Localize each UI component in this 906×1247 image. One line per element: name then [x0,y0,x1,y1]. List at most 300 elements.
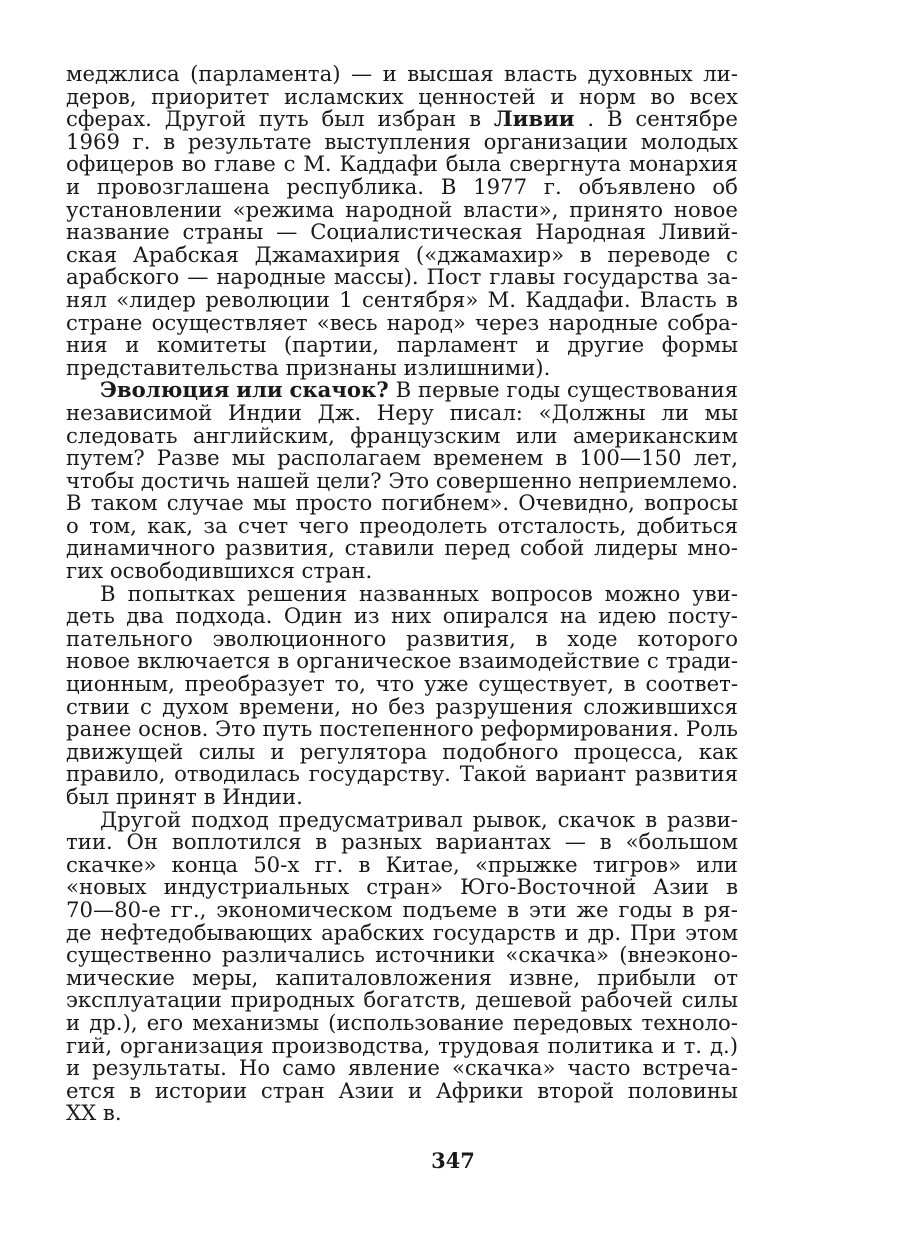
word: неприемлемо. [578,467,738,493]
word: скачке» [66,851,157,877]
word: совершенно [435,467,572,493]
word: счет [237,512,289,538]
word: государства [563,264,699,290]
word: нял [66,286,107,312]
word: ря- [703,896,738,922]
word: и [125,332,140,358]
word: мы [231,445,266,471]
word: в [599,829,612,855]
word: результаты. [92,1055,227,1081]
word: или [696,851,738,877]
word: мно- [687,535,738,561]
word: народные [216,264,326,290]
word: что [375,671,415,697]
text-line [66,786,738,809]
word: де [66,919,92,945]
word: сентября» [362,286,479,312]
word: путем? [66,445,145,471]
word: Роль [685,716,738,742]
word: мы [704,399,738,425]
word: д.) [709,1032,738,1058]
word: первые [417,377,500,403]
word: норм [578,83,636,109]
word: Другой [100,806,182,832]
word: уви- [692,580,738,606]
text-line [66,537,738,560]
word: или [236,377,283,403]
word: Эволюция [100,377,230,403]
word: с [646,648,659,674]
text-line [66,399,738,425]
word: с [139,693,152,719]
word: др. [587,919,622,945]
word: и [535,332,550,358]
word: перед [444,535,511,561]
word: ранее [66,716,132,742]
text-line [66,173,738,199]
word: динамичного [66,535,216,561]
word: ется [66,1077,116,1103]
word: Дж. [317,399,362,425]
word: М. [487,286,517,312]
word: объявлено [578,173,696,199]
word: мические [66,964,175,990]
word: 1977 [473,173,528,199]
word: М. [303,151,332,177]
word: 1 [339,286,353,312]
word: из [353,603,380,629]
word: — [350,61,373,86]
word: — [564,829,586,855]
word: «скачка» [451,1055,556,1081]
word: государств [432,919,556,945]
word: чего [298,512,349,538]
word: «большом [625,829,738,855]
word: провозглашена [96,173,270,199]
text-line [66,673,738,696]
word: В [100,580,116,606]
word: цели? [316,467,382,493]
word: главе [214,151,276,177]
text-run: XX в. [66,1100,122,1126]
text-line [66,1009,738,1035]
word: монархия [628,151,738,177]
word: В [66,490,82,516]
word: этом [685,919,738,945]
word: результате [187,128,312,154]
word: была [445,151,502,177]
word: тигров» [592,851,682,877]
text-line [66,196,738,222]
word: Он [126,829,159,855]
word: в [315,829,328,855]
word: Ливий- [658,219,738,245]
word: гий, [66,1032,113,1058]
text-line [66,108,738,131]
word: трудовая [438,1032,540,1058]
word: гг., [170,896,207,922]
word: офицеров [66,151,174,177]
word: опирался [442,603,549,629]
word: в [129,1077,142,1103]
word: деров, [66,83,137,109]
word: (использование [328,1009,504,1035]
word: стран [260,1077,325,1103]
word: случае [166,490,244,516]
word: посту- [667,603,738,629]
word: «лидер [116,286,196,312]
word: американским [572,422,738,448]
word: В [440,173,457,199]
word: всех [689,83,738,109]
word: выступления [324,128,471,154]
word: ходе [567,625,618,651]
text-line [66,763,738,786]
paragraph [66,580,738,809]
word: (партии, [283,332,380,358]
word: которого [637,625,738,651]
word: Каддафи [339,151,438,177]
word: половины [627,1077,738,1103]
word: можно [604,580,681,606]
word: Африки [435,1077,524,1103]
word: независимой [66,399,213,425]
paragraph [66,63,738,379]
word: располагаем [277,445,421,471]
text-line [66,580,738,606]
text-line [66,467,738,493]
word: т. [683,1032,703,1058]
word: главы [489,264,556,290]
word: Китае, [385,851,460,877]
word: преобразует [184,671,325,697]
word: развития [634,761,738,787]
word: власть [504,61,578,86]
word: и [382,61,397,86]
word: процесса, [573,738,684,764]
word: г. [132,128,151,154]
word: «прыжке [474,851,578,877]
word: конца [171,851,239,877]
word: подхода. [175,603,273,629]
body-text [66,63,738,1125]
text-line [66,447,738,470]
text-line [66,83,738,109]
word: том, [89,512,137,538]
text-run: гих освободившихся стран. [66,558,373,584]
word: движущей [66,738,184,764]
word: развития, [225,535,335,561]
text-line [66,944,738,967]
word: в [535,625,548,651]
word: просто [295,490,373,516]
word: избран [377,106,457,132]
word: как, [147,512,194,538]
paragraph [66,806,738,1126]
word: чтобы [66,467,135,493]
word: стран» [366,874,444,900]
text-line [66,625,738,651]
word: государству. [308,761,451,787]
word: передовых [513,1009,633,1035]
word: и [270,738,285,764]
word: «скачка» [505,942,609,968]
word: и [661,1032,676,1058]
word: уже [424,671,469,697]
word: . [587,106,595,132]
text-line [66,221,738,244]
word: разных [341,829,422,855]
word: и [550,83,565,109]
word: годы [618,896,673,922]
word: высшая [407,61,494,86]
word: меры, [192,964,259,990]
word: подход [191,806,269,832]
word: Это [388,467,430,493]
word: арабского [66,264,180,290]
word: эволюционного [212,625,387,651]
text-line [66,718,738,741]
text-line [66,286,738,312]
word: тради- [665,648,738,674]
text-line [66,1032,738,1058]
word: Один [283,603,343,629]
text-line [66,512,738,538]
word: во [650,83,676,109]
word: же [576,896,609,922]
word: г. [543,173,562,199]
word: экономическом [216,896,393,922]
text-line [66,492,738,515]
text-line [66,309,738,335]
text-line [66,560,738,583]
word: о [66,512,79,538]
word: республика. [286,173,425,199]
word: и [66,1055,81,1081]
word: часто [567,1055,631,1081]
word: за- [706,264,738,290]
word: погибнем». [381,490,510,516]
word: постепенного [319,716,474,742]
text-line [66,964,738,990]
word: извне, [509,964,581,990]
word: через [475,309,540,335]
word: свергнута [509,151,622,177]
word: существования [566,377,738,403]
word: организации [483,128,628,154]
word: 100—150 [579,445,682,471]
word: Пост [426,264,482,290]
word: Очевидно, [518,490,635,516]
word: ционным, [66,671,175,697]
word: комитеты [156,332,267,358]
word: деть [66,603,115,629]
word: эксплуатации [66,987,222,1013]
word: капиталовложения [275,964,492,990]
word: В [395,377,412,403]
word: нашей [236,467,310,493]
word: — [276,219,298,245]
word: молодых [640,128,738,154]
word: названных [359,580,479,606]
word: в [682,896,694,922]
word: правило, [66,761,166,787]
word: годы [506,377,561,403]
word: народной [345,196,453,222]
word: меджлиса [66,61,180,86]
word: Но [238,1055,271,1081]
word: 1969 [66,128,120,154]
word: индустриальных [163,874,350,900]
text-line [66,128,738,154]
word: за [203,512,228,538]
word: принято [569,196,664,222]
word: производства, [271,1032,431,1058]
word: (парламента) [190,61,341,86]
word: Неру [376,399,434,425]
word: основ. [138,716,209,742]
word: был [321,106,365,132]
text-line [66,851,738,877]
word: отводилась [174,761,300,787]
word: власти», [463,196,559,222]
text-line [66,422,738,448]
word: механизмы [192,1009,320,1035]
word: Юго-Восточной [460,874,637,900]
text-line [66,693,738,719]
word: источники [375,942,496,968]
word: следовать [66,422,178,448]
word: Ливии [493,106,575,132]
word: ния [66,332,108,358]
word: встреча- [642,1055,738,1081]
word: Джамахирия [254,241,401,267]
text-line [66,1057,738,1080]
word: его [146,1009,184,1035]
word: прибыли [597,964,697,990]
word: на [560,603,587,629]
word: Такой [459,761,527,787]
word: как [698,738,738,764]
word: в [645,806,658,832]
word: Арабская [132,241,239,267]
word: ская [66,241,118,267]
word: то, [334,671,366,697]
word: попытках [127,580,236,606]
word: ставили [344,535,435,561]
word: и [408,1077,423,1103]
text-line [66,241,738,267]
word: и [564,919,579,945]
word: идею [598,603,657,629]
text-run: был принят в Индии. [66,784,303,809]
word: в [623,671,636,697]
word: арабских [321,919,424,945]
text-line [66,738,738,764]
word: сентябре [635,106,738,132]
word: Каддафи. [525,286,631,312]
word: тии. [66,829,113,855]
word: во [181,151,207,177]
word: временем [433,445,544,471]
text-line [66,831,738,854]
word: в [726,286,738,312]
word: разрушения [435,693,574,719]
word: «Должны [538,399,646,425]
word: новое [673,196,738,222]
word: и [66,1009,81,1035]
word: ли- [703,61,738,86]
word: парламент [396,332,519,358]
word: мы [252,490,287,516]
word: существует, [478,671,614,697]
word: народ» [386,309,466,335]
word: ли [661,399,689,425]
word: скачок? [289,377,389,403]
word: соответ- [645,671,738,697]
word: Азии [338,1077,395,1103]
word: «новых [66,874,147,900]
word: Разве [156,445,220,471]
word: дешевой [475,987,572,1013]
word: формы [661,332,738,358]
word: лидеры [594,535,678,561]
word: собой [519,535,585,561]
word: подобного [442,738,559,764]
word: различались [221,942,365,968]
word: них [391,603,432,629]
word: силы [681,987,738,1013]
word: добиться [636,512,738,538]
word: об [712,173,738,199]
word: Это [215,716,256,742]
word: природных [230,987,355,1013]
word: собра- [667,309,738,335]
word: взаимодействие [458,648,640,674]
word: включается [137,648,271,674]
word: времени, [239,693,342,719]
word: рывок, [472,806,548,832]
word: явление [347,1055,440,1081]
word: путь [262,716,313,742]
word: Азии [653,874,710,900]
word: техноло- [641,1009,738,1035]
word: воплотился [171,829,302,855]
word: вопросы [644,490,738,516]
word: без [388,693,426,719]
word: Народная [535,219,646,245]
word: Власть [639,286,717,312]
text-line [66,1102,738,1125]
word: в [163,128,176,154]
text-run: представительства признаны излишними). [66,354,551,380]
word: установлении [66,196,222,222]
word: Индии [227,399,302,425]
word: в [555,445,568,471]
word: путь [258,106,309,132]
word: таком [90,490,158,516]
word: политика [547,1032,654,1058]
word: эти [528,896,567,922]
word: народные [548,309,659,335]
word: реформирования. [480,716,680,742]
text-line [66,379,738,402]
word: сложившихся [583,693,738,719]
word: в [579,241,592,267]
word: в [358,851,371,877]
word: в [726,874,738,900]
word: новое [66,648,131,674]
